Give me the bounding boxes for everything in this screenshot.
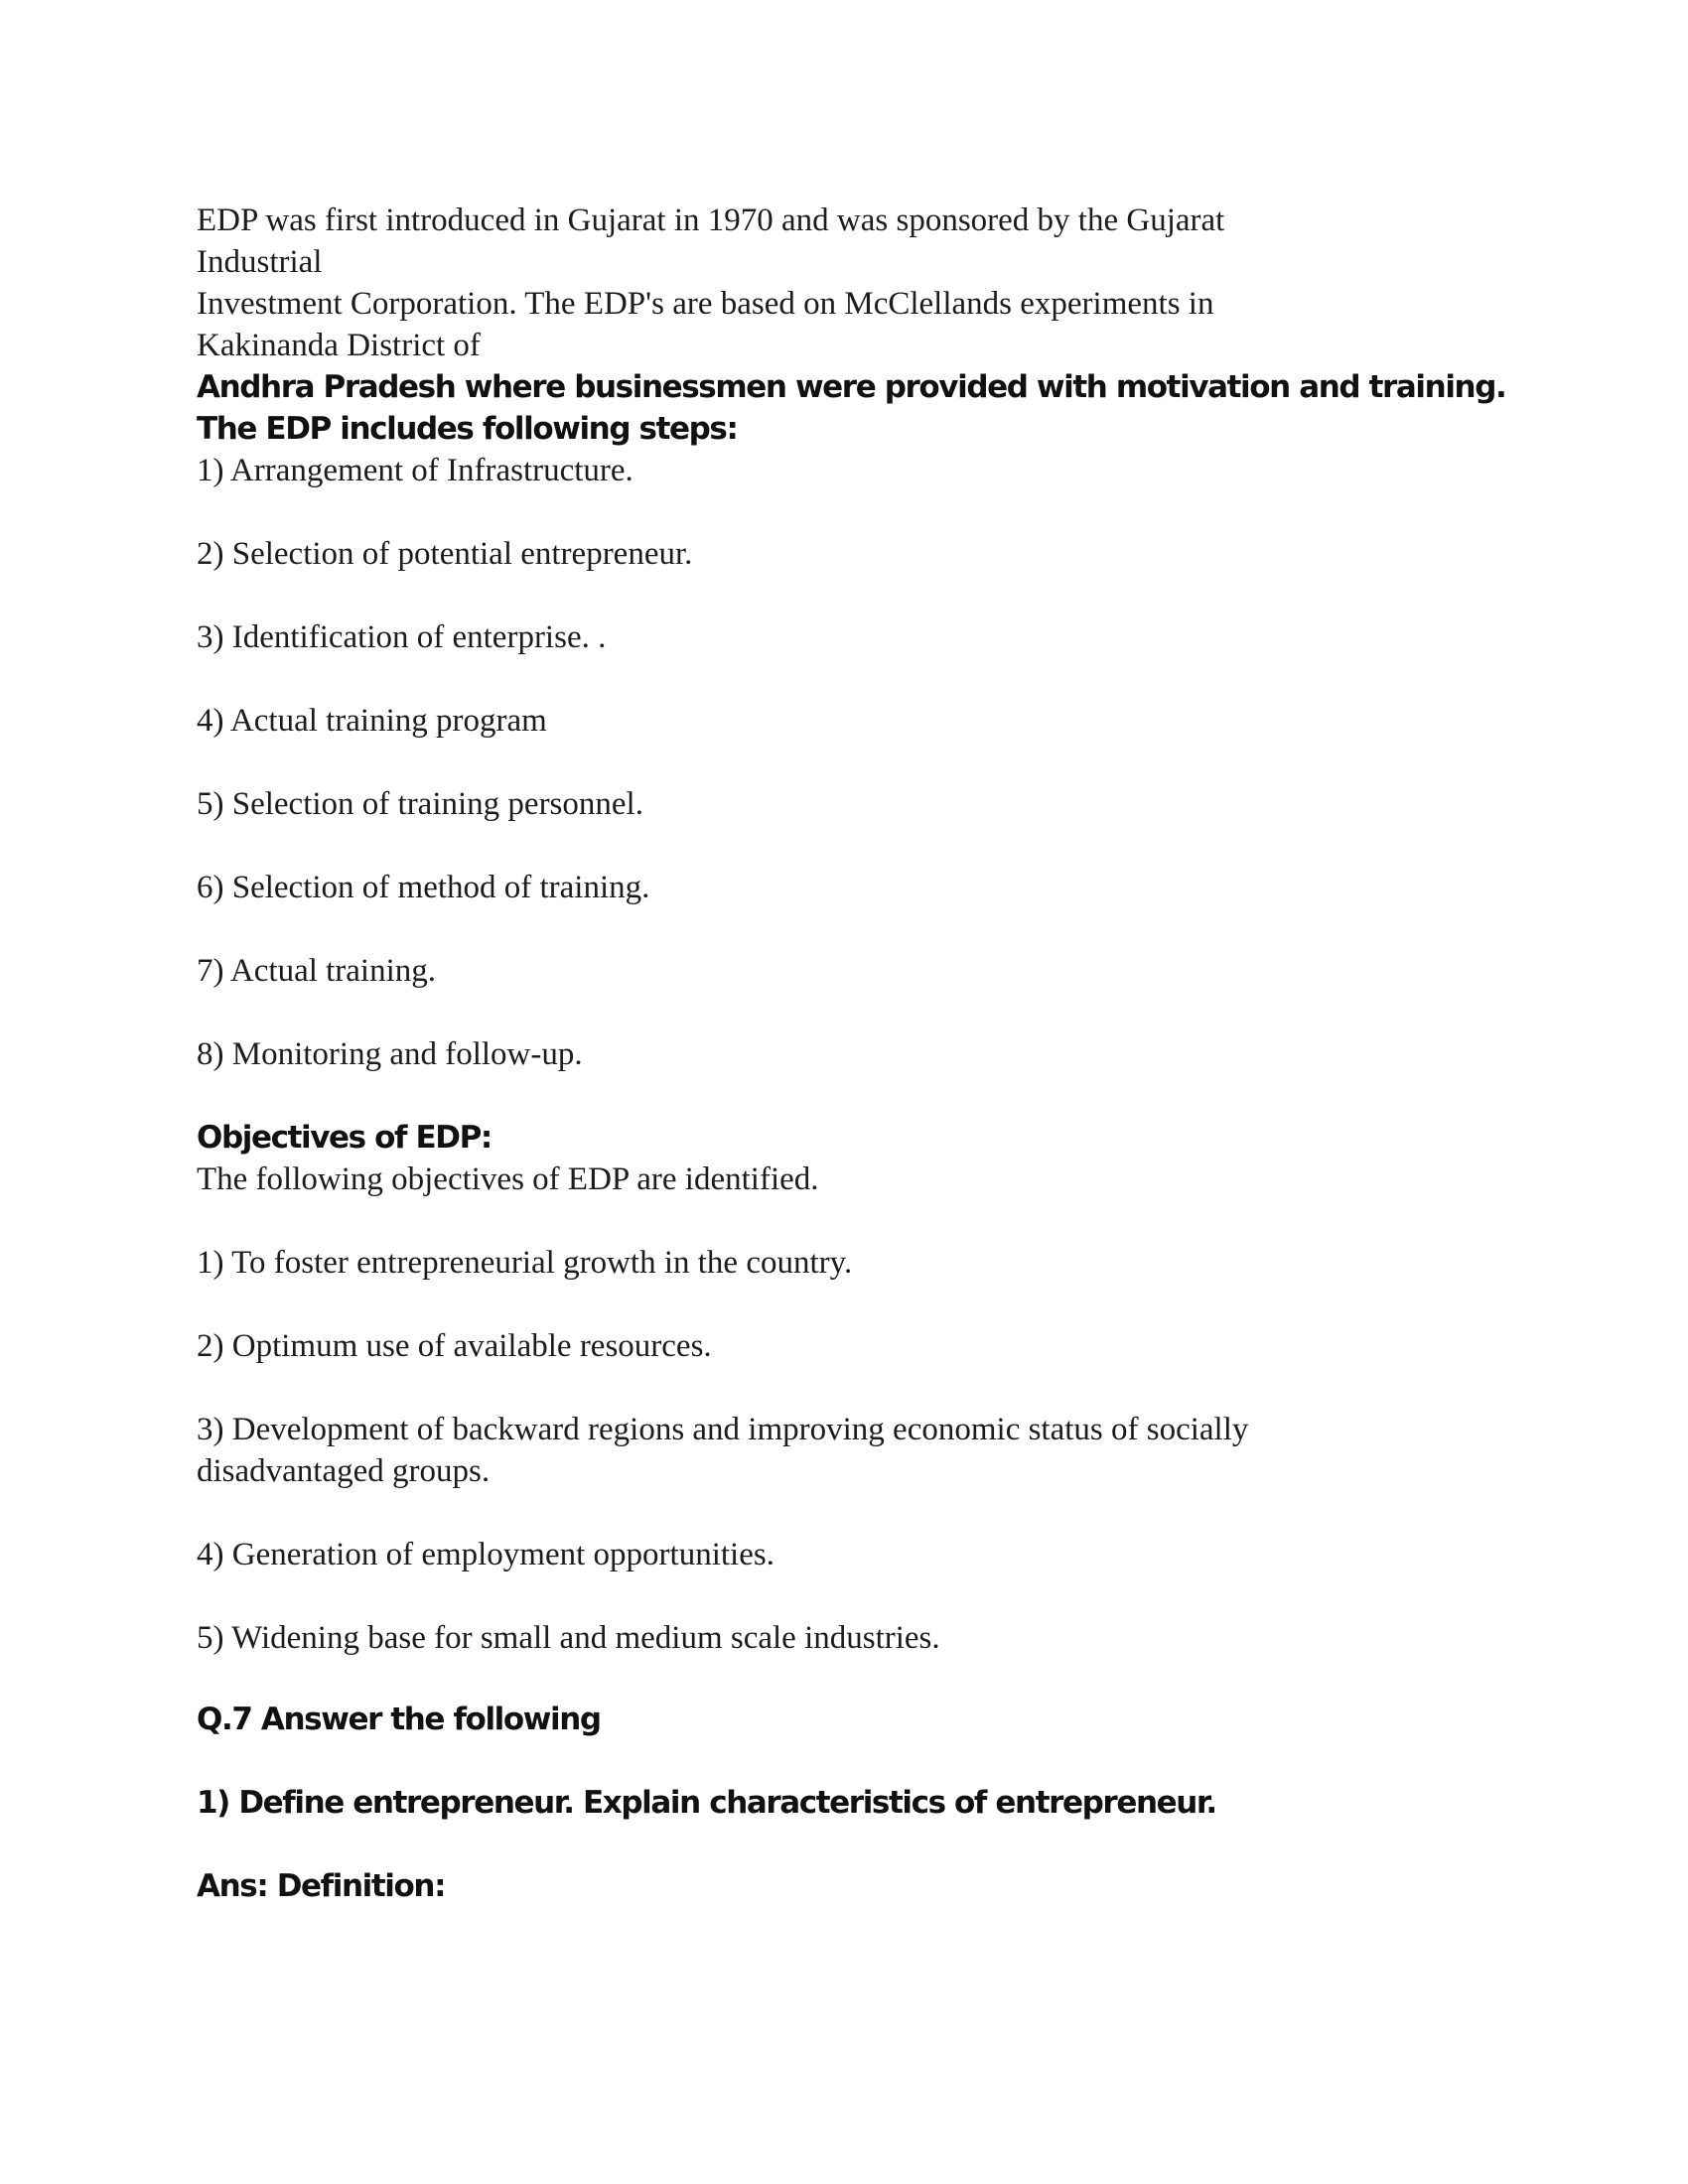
objective-item: 3) Development of backward regions and improving economic status of socially (197, 1412, 1249, 1447)
objectives-heading: Objectives of EDP: (197, 1120, 492, 1156)
objective-item: 4) Generation of employment opportunities. (197, 1537, 774, 1572)
answer-label: Ans: Definition: (197, 1868, 446, 1904)
objective-item-continuation: disadvantaged groups. (197, 1453, 491, 1489)
question-1: 1) Define entrepreneur. Explain characteristics of entrepreneur. (197, 1785, 1216, 1821)
step-item: 3) Identification of enterprise. . (197, 619, 607, 655)
step-item: 7) Actual training. (197, 953, 437, 989)
intro-line-2: Industrial (197, 244, 323, 280)
objective-item: 1) To foster entrepreneurial growth in the country. (197, 1245, 853, 1281)
step-item: 2) Selection of potential entrepreneur. (197, 536, 693, 572)
intro-line-1: EDP was first introduced in Gujarat in 1970 and was sponsored by the Gujarat (197, 203, 1225, 238)
objective-item: 2) Optimum use of available resources. (197, 1328, 712, 1364)
step-item: 4) Actual training program (197, 703, 547, 739)
objective-item: 5) Widening base for small and medium scale industries. (197, 1620, 940, 1656)
intro-line-4: Kakinanda District of (197, 328, 481, 363)
step-item: 1) Arrangement of Infrastructure. (197, 453, 633, 488)
objectives-intro: The following objectives of EDP are identified. (197, 1161, 819, 1197)
question-heading: Q.7 Answer the following (197, 1702, 601, 1737)
step-item: 8) Monitoring and follow-up. (197, 1036, 583, 1072)
intro-line-3: Investment Corporation. The EDP's are based on McClellands experiments in (197, 286, 1214, 322)
step-item: 5) Selection of training personnel. (197, 786, 643, 822)
intro-bold-line-1: Andhra Pradesh where businessmen were provided with motivation and training. (197, 369, 1506, 405)
steps-heading: The EDP includes following steps: (197, 411, 738, 447)
step-item: 6) Selection of method of training. (197, 870, 650, 905)
